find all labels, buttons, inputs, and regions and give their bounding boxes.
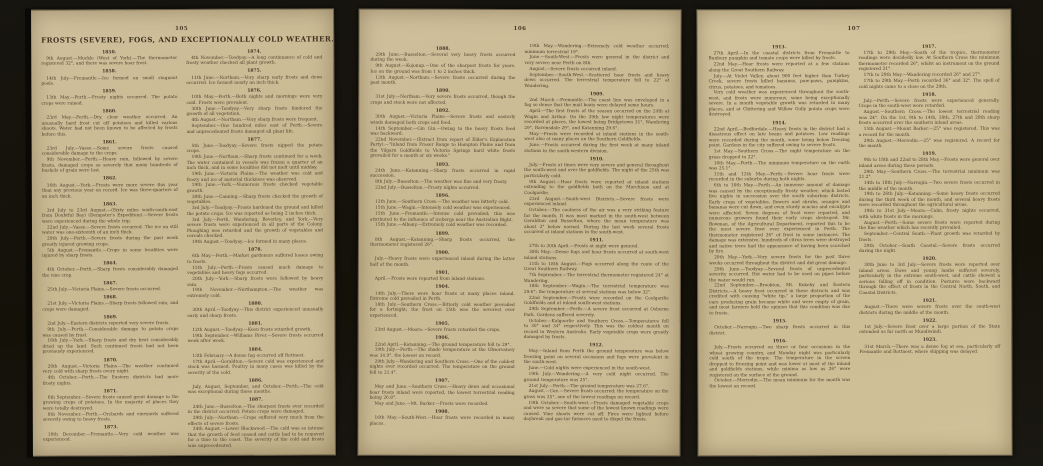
record-entry: 15th June.—Albany.—Extremely cold weather was recorded. <box>375 223 508 229</box>
year-heading: 1867. <box>103 281 118 287</box>
record-entry: 9th August.—Hoar frosts were reported at inland stations extending to the goldfields both on the Murchison and at Coolgardie. <box>524 179 670 196</box>
record-entry: 14th July.—There were hoar frosts at many places inland. Extreme cold prevailed in Perth. <box>369 291 515 302</box>
record-entry: 21st July.—Victoria Plains.—Sharp frosts followed rain, and crops were damaged. <box>42 301 179 313</box>
year-heading: 1904. <box>435 285 450 291</box>
record-entry: May and June.—Mt. Barker.—Frosts were recorded. <box>374 401 489 407</box>
page-columns <box>41 46 324 450</box>
year-heading: 1914. <box>772 120 787 126</box>
text-column-left <box>369 44 515 428</box>
year-heading: 1858. <box>102 69 117 75</box>
record-entry: 22nd September.—Brookton, Mt. Kokeby and Eastern Districts.—A heavy frost occurred in these districts and was credited with causing "white tip," a large proportion of the ears producing grain became white and were empty of grain, and most farmers held the opinion that this condition was due to frosts. <box>709 283 851 317</box>
year-heading: 1910. <box>589 156 604 162</box>
record-entry: 24th June.—Busselton.—The sharpest frosts ever recorded in the district occurred. Potato crops were damaged. <box>187 404 324 416</box>
record-entry: 30th June.—Toodyay.—Very sharp frosts hindered the growth of all vegetation. <box>186 106 323 118</box>
year-heading: 1886. <box>248 378 263 384</box>
record-entry: 19th August.—Toodyay.—Ice formed in many places. <box>192 239 308 245</box>
record-entry: 19th May.—Wandering.—Extremely cold weather occurred; minimum terrestrial 19°. <box>524 44 670 55</box>
record-entry: May.—Frosts were recorded at inland stations in the south-west also at many places on the Southern Goldfields. <box>524 131 670 143</box>
year-heading: 1922. <box>922 318 937 324</box>
year-heading: 1916. <box>772 339 787 345</box>
year-heading: 1850. <box>102 49 117 55</box>
record-entry: 15th August.—Mount Barker.—25° was registered. This was a record for the month. <box>858 126 1000 138</box>
record-entry: July.—Perth.—Severe frosts were experienced generally. Crops in the south-west were retarded. <box>858 98 1000 110</box>
year-heading: 1890. <box>435 88 450 94</box>
year-heading: 1919. <box>922 151 937 157</box>
record-entry: 29th July.—Perth.—Severe frosts during the past week greatly injured growing crops. <box>42 236 179 248</box>
record-entry: 6th May.—Perth.—Market gardeners suffered losses owing to frosts. <box>187 253 324 265</box>
record-entry: September.—South-West.—Scattered hoar frosts and heavy dews occurred. The terrestrial temperature fell to 22° at Wandering. <box>524 72 670 89</box>
record-entry: 29th July.—Northam.—Crops suffered very much from the effects of severe frosts. <box>187 415 324 427</box>
year-heading: 1893. <box>435 162 450 168</box>
year-heading: 1901. <box>435 270 450 276</box>
record-entry: 25th July.—Victoria Plains.—Severe frosts occurred. <box>47 287 162 293</box>
record-entry: 13th May.—Perth.—Frosty nights occurred. The potato crops were ruined. <box>41 95 178 107</box>
record-entry: 15th June.—Fremantle.—Intense cold prevailed; this was attributed to the influence of icebergs near the Australian Bight. <box>370 211 516 223</box>
record-entry: 11th June.—Northam.—Very sharp early frosts and dews occurred. Ice formed nearly an inch thick. <box>186 74 323 87</box>
year-heading: 1874. <box>247 49 262 55</box>
year-heading: 1877. <box>247 137 262 143</box>
record-entry: 1st May.—Southern Cross.—The night temperature on the grass dropped to 22°. <box>708 149 850 161</box>
text-column-left <box>41 47 179 450</box>
record-entry: October.—The coolness of the air was a very striking feature for the month. It was most marked in the south-west between Geraldton and Busselton, where the mean temperature was about 2° below normal. During the last week several frosts occurred at inland stations in the south-west. <box>523 208 670 236</box>
record-entry: April.—Frosts were reported from inland stations. <box>374 276 486 283</box>
record-entry: 31st July.—Northam.—Very severe frosts occurred, though the crops and stock were not affected. <box>370 94 516 106</box>
record-entry: Very cold weather was experienced throughout the south-west, and frosts were numerous, some being exceptionally severe. In a month vegetable growth was retarded in many places, and at Chittering and Willow Gully potato crops were destroyed. <box>708 90 850 118</box>
record-entry: June.—South-West.—Frosts were general in the district and very severe near Perth on 8th. <box>524 55 670 67</box>
record-entry: 9th to 18th and 22nd to 28th May.—Frosts were general over inland areas during these periods. <box>858 157 1000 169</box>
year-heading: 1861. <box>102 140 117 146</box>
record-entry: 30th June.—Canning.—Sharp frosts checked the growth of vegetables. <box>186 194 323 206</box>
record-entry: 19th July.—Perth.—The shade temperature at the Observatory was 34.9°, the lowest on record. <box>369 348 515 359</box>
record-entry: 29th May.—Southern Cross.—The terrestrial minimum was 21.2°. <box>858 169 1000 181</box>
record-entry: 16th July.—York.—Sharp frosts and dry heat considerably dried up the land. Such continued frosts had not been previously experienced. <box>42 338 179 356</box>
record-entry: 2nd March.—Fremantle.—The coast line was enveloped in a fog so dense that the mail boats were delayed some hours. <box>524 97 670 109</box>
text-column-right <box>186 46 324 449</box>
record-entry: 9th August.—Kojonup.—One of the sharpest frosts for years. Ice on the ground was from 1 to 2 inches thick. <box>370 63 516 75</box>
record-entry: 4th August.—Northam.—Very sharp frosts were frequent. <box>191 117 319 124</box>
record-entry: 12th August.—Toodyay.—Keen frosts retarded growth. <box>192 327 312 334</box>
record-entry: 30th August.—Victoria Plains.—Severe frosts and easterly winds damaged both crops and feed. <box>370 114 516 126</box>
record-entry: 7th September.—The terrestrial thermometer registered 24° at Wandering. <box>523 273 669 284</box>
record-entry: 4th November.—Toodyay.—A long continuance of cold and frosty weather checked all plant growth. <box>186 55 323 67</box>
record-entry: 3rd July to 23rd August.—(Sixty miles south-south-east from Doubtful Bay) (Dempster's Expedition).—Severe frosts were experienced during the whole trip. <box>41 207 178 225</box>
year-heading: 1868. <box>103 295 118 301</box>
record-entry: June.—Frosts occurred during the first week at many inland stations in the south-western division. <box>524 143 670 154</box>
record-entry: 8th August.—Katanning.—Sharp frosts occurred, the thermometer registered 26°. <box>369 237 515 248</box>
year-heading: 1906. <box>435 336 450 342</box>
record-entry: 2nd July.—Eastern districts reported very severe frosts. <box>47 321 170 327</box>
record-entry: 23rd May.—Perth.—Dry, clear weather occurred. An unusually hard frost cut off potatoes and killed various shoots. Water had not been known to be affected by frosts before this. <box>41 115 178 138</box>
year-heading: 1884. <box>248 347 263 353</box>
record-entry: 18th September.—Wagin.—The terrestrial temperature was 29.6°; the temperature at several stations was below 32°. <box>523 284 669 296</box>
record-entry: August.—There were severe frosts over the south-west districts during the middle of the month. <box>859 304 1001 316</box>
record-entry: 10th May.—Perth.—The minimum temperature on the earth was 25.1°. <box>708 160 850 172</box>
year-heading: 1923. <box>922 338 937 344</box>
record-entry: 19th June.—Northam.—Sharp frosts continued for a week. The water contained in vessels was frozen a quarter of an inch thick, and in some localities did not melt until midday. <box>186 154 323 172</box>
year-heading: 1899. <box>435 231 450 237</box>
record-entry: 19th September.—Williams River.—Severe frosts occurred week after week. <box>187 333 324 345</box>
year-heading: 1918. <box>922 92 937 98</box>
record-entry: 19th October.—South-west.—Frosts damaged vegetable crops and were so severe that some of the lowest known readings were caused. Vine shoots were cut off. Fires were lighted before daybreak and gas-tar furnaces used to dispel the frosts. <box>523 400 669 423</box>
record-entry: 13th August.—Northam.—Severe frosts occurred during the past month. <box>370 75 516 86</box>
page-columns <box>369 44 669 428</box>
record-entry: 17th April.—Geraldton.—Severe cold was experienced and stock was harmed. Poultry in many cases was killed by the severity of the cold. <box>187 358 324 376</box>
record-entry: 23rd July.—Vasse.—Some severe frosts caused considerable damage to the crops. <box>41 145 178 158</box>
record-entry: 21st July.—Perth.—The ground temperature was 27.6°. <box>528 383 650 389</box>
year-heading: 1873. <box>103 425 118 431</box>
page-number: 106 <box>513 25 527 33</box>
record-entry: October.—Kalgoorlie and Southern Cross.—Temperatures fell to 30° and 34° respectively. This was the coldest month on record in Western Australia. Early vegetable crops were greatly damaged by frosts. <box>523 318 669 341</box>
year-heading: 1875. <box>247 69 262 75</box>
record-entry: 11th to 18th August.—Fogs occurred along the route of the Great Southern Railway. <box>523 261 669 273</box>
record-entry: 16th May.—South-West.—Hoar frosts were recorded in many places. <box>369 415 515 427</box>
year-heading: 1863. <box>102 201 117 208</box>
record-entry: July.—Frosts at times were very severe and general throughout the south-west and over the goldfields. The night of the 25th was particularly cold. <box>524 162 670 180</box>
record-entry: 15th July.—Perth.—Frosts caused much damage to vegetables and heavy fogs occurred. <box>187 265 324 277</box>
record-entry: August.—Southern Cross.—The lowest terrestrial reading was 24°. On the 1st, 9th to 14th, 18th, 27th and 28th sharp frosts occurred over the southern inland areas. <box>858 109 1000 127</box>
record-entry: October.—Narrogin.—Two sharp frosts occurred in this district. <box>709 325 851 337</box>
record-entry: 19th November.—Northampton.—The weather was extremely cold. <box>187 287 324 299</box>
text-column-right <box>859 42 1001 390</box>
record-entry: 27th April.—In the coastal districts from Fremantle to Bunbury pumpkin and tomato crops were killed by frosts. <box>708 50 850 62</box>
year-heading: 1908. <box>434 409 450 415</box>
record-entry: 22nd July.—Vasse.—Severe frosts occurred. The ice on still water was one-sixteenth of an inch thick. <box>41 224 178 236</box>
record-entry: 19th to 31st July.—Moora.—Calm, frosty nights occurred, with white frosts in the mornings. <box>858 208 1000 220</box>
record-entry: 29th June.—Busselton.—Several very heavy frosts occurred during the week. <box>370 52 516 63</box>
record-entry: 19th June.—Victoria Plains.—The weather was cold and frosty and ice of material thickness was observed. <box>186 171 323 183</box>
record-entry: 13th February.—A dense fog occurred off Rottnest. <box>192 353 305 359</box>
year-heading: 1860. <box>102 109 117 115</box>
record-entry: 9th November.—Perth.—Heavy rain, followed by severe frosts, damaged crops so severely that many hundreds of bushels of grain were lost. <box>41 157 178 174</box>
record-entry: August.—Perth.—Some severe frosts were reported during the fine weather which has recently prevailed. <box>858 220 1000 232</box>
year-heading: 1907. <box>435 378 450 384</box>
record-entry: 17th to 29th May.—Perth recorded 36° and 32°. The spell of cold nights came to a close on the 29th. <box>858 78 1000 90</box>
record-entry: July.—Frosts occurred on three or four occasions in the wheat growing country, and Monday night was particularly cold south of the tropic. The temperature in the screen dropped to freezing point and was lower at most of the inland and goldfields stations, while minima as low as 26° were registered on the surface of the ground. <box>709 345 851 378</box>
record-entry: 8th November.—Perth.—Orchards and vineyards suffered severely owing to heavy frosts. <box>42 411 179 423</box>
record-entry: 1st July.—Severe frost over a large portion of the State extended as far north as Mundiwindi. <box>859 324 1001 336</box>
record-entry: 19th June.—York.—Numerous frosts checked vegetable growth. <box>186 182 323 194</box>
record-entry: 29th June.—Toodyay.—Several frosts of unprecedented severity occurred. Hot water had to be used on pipes before the water would run. <box>709 266 851 283</box>
page-columns <box>709 42 1001 391</box>
book-page-105 <box>29 8 336 456</box>
record-entry: September.—Central South.—Plant growth was retarded by frosts. <box>859 231 1001 243</box>
record-entry: 22nd September.—Frosts were recorded on the Coolgardie Goldfields and at inland south-west stations. <box>523 295 669 307</box>
year-heading: 1920. <box>922 256 937 262</box>
year-heading: 1911. <box>589 238 604 244</box>
record-entry: July, August, September, and October.—Perth.—The cold was exceptional during these months. <box>187 384 324 396</box>
record-entry: 10th May.—Perth.—Both nights and mornings were very cold. Frosts were prevalent. <box>186 94 323 106</box>
record-entry: 14th to 18th July.—Narrogin.—Two severe frosts occurred in the middle of the month. <box>858 180 1000 192</box>
record-entry: 29th September.—Perth.—A severe frost occurred at Osborne Park. Gardens suffered severely. <box>523 307 669 318</box>
record-entry: 20th July.—York.—Sharp frosts were followed by heavy rain. <box>187 276 324 288</box>
page-title: FROSTS (SEVERE), FOGS, AND EXCEPTIONALLY COLD WEATHER. <box>41 34 335 45</box>
year-heading: 1878. <box>248 247 263 253</box>
year-heading: 1862. <box>102 176 117 182</box>
record-entry: 20th May.—York.—Very severe frosts for the past three weeks occurred throughout the district and did great damage. <box>709 255 851 267</box>
year-heading: 1905. <box>435 321 450 327</box>
record-entry: 19th July.—Wandering.—A very cold night occurred. The ground temperature was 25°. <box>523 372 669 383</box>
record-entry: 18th July.—Southern Cross.—Bitterly cold weather prevailed for a fortnight; the frost on 15th was the severest ever experienced. <box>369 302 515 319</box>
record-entry: October.—Merredin.—The mean minimum for the month was the lowest on record. <box>709 378 851 390</box>
record-entry: 4th October.—Perth.—Sharp frosts considerably damaged the vine crop. <box>42 267 179 279</box>
record-entry: 3rd July.—Perth, Wandering, Beverley, and York.—Very severe frosts were experienced in all parts of the Colony. Ploughing was retarded and the growth of vegetables and cereals checked. <box>186 217 324 240</box>
record-entry: August.—Cue.—Severe frosts occurred; the temperature on the grass was 25°, one of the lowest readings on record. <box>523 389 669 401</box>
record-entry: 9th July.—Perth.—Considerable damage to potato crops was caused by frost. <box>42 327 179 339</box>
record-entry: 23rd August.—South-west Districts.—Severe frosts were experienced inland. <box>524 196 670 208</box>
record-entry: 3rd July.—Toodyay.—Frosts hardened the ground and killed the potato crops. Ice was reported as being 2 inches thick. <box>186 205 323 217</box>
record-entry: May and June.—Southern Cross.—Heavy dews and occasional hoar frosts inland were reported, the lowest terrestrial reading being 26.8°. <box>369 384 515 401</box>
record-entry: 16th August.—York.—Frosts were more severe this year than any previous year on record. Ice was three-quarters of an inch thick. <box>41 182 178 200</box>
record-entry: 24th August.—Lower Blackwood.—The cold was so intense that the growth of feed ceased and cattle had to be removed for a time to the coast. The severity of the cold and frosts was unprecedented. <box>187 426 324 449</box>
year-heading: 1900. <box>435 251 450 257</box>
record-entry: July.—Heavy frosts were experienced inland during the latter half of the month. <box>369 257 515 268</box>
year-heading: 1912. <box>589 343 604 349</box>
year-heading: 1876. <box>247 88 262 94</box>
record-entry: 19th to 26th July.—Katanning.—Some heavy frosts occurred during the third week of the month, and several heavy frosts were recorded throughout the agricultural areas. <box>858 192 1000 209</box>
year-heading: 1913. <box>771 44 787 50</box>
record-entry: June.—Cold nights were experienced in the south-west. <box>528 366 651 372</box>
record-entry: 11th and 12th May.—Perth.—Severe hoar frosts were recorded in the suburbs during both nights. <box>708 171 850 183</box>
year-heading: 1896. <box>435 193 450 199</box>
record-entry: September.—One hundred miles east of Perth.—Severe and unprecedented frosts damaged all plant life. <box>186 123 323 135</box>
record-entry: 9th August.—Muckle (West of York).—The thermometer registered 32°, and there was severe hoar frost. <box>41 55 178 67</box>
record-entry: 22nd May.—Hoar frosts were reported at a few stations along the Great Southern Railway. <box>708 62 850 74</box>
record-entry: 5th August.—Fremantle.—Crops in some localities were injured by sharp frosts. <box>42 247 179 259</box>
record-entry: 31st March.—There was a dense fog at sea, particularly off Fremantle and Rottnest, where shipping was delayed. <box>859 344 1001 356</box>
record-entry: 14th September.—Gin Gin.—Owing to the heavy frosts feed was backward. <box>370 126 516 137</box>
record-entry: 8th July.—Busselton.—The weather was fine and very frosty. <box>375 179 508 186</box>
record-entry: 22nd July.—Busselton.—Frosty nights occurred. <box>375 185 480 191</box>
record-entry: 30th June to 3rd July.—Severe frosts were reported over inland areas. Ewes and young lambs suffered severely, particularly in the extreme south-west, and cattle showed a serious falling off in condition. Pastures were backward through the effect of frosts in the Central North, South, and Coastal Districts. <box>859 262 1001 296</box>
year-heading: 1859. <box>102 89 117 95</box>
record-entry: 5th June.—Toodyay.—Severe frosts nipped the potato crops. <box>186 143 323 155</box>
record-entry: 22nd April.—Bedfordale.—Heavy frosts in the district had a disastrous effect on late beans and potatoes. Low readings were recorded during the month, some being below freezing point. Gardens in the city suffered owing to severe frosts. <box>708 126 850 149</box>
year-heading: 1917. <box>921 44 937 50</box>
record-entry: 17th to 29th May.—South of the tropics, thermometer readings were decidedly low. At Southern Cross the minimum thermometer recorded 26°, whilst an instrument on the ground registered 21°. <box>858 50 1000 73</box>
record-entry: July.—At Violet Valley, about 900 feet higher than Turkey Creek, severe frosts killed bananas, paw-paws, pumpkins, citrus, potatoes, and tomatoes. <box>708 73 850 90</box>
text-column-left <box>709 42 851 390</box>
record-entry: 14th July.—Fremantle.—Ice formed on small stagnant pools. <box>41 75 178 87</box>
year-heading: 1909. <box>589 91 604 97</box>
record-entry: 20th August.—Victoria Plains.—The weather continued very cold with sharp frosts every night. <box>42 363 179 375</box>
year-heading: 1870. <box>103 357 118 363</box>
record-entry: 10th December.—Fremantle.—Very cold weather was experienced. <box>42 431 179 443</box>
year-heading: 1880. <box>248 301 263 307</box>
year-heading: 1881. <box>248 321 263 327</box>
record-entry: 29th October.—South Coastal.—Severe frosts occurred during the night. <box>859 243 1001 255</box>
record-entry: 22nd November.—(Extract from report of Elder's Exploration Party).—"Inland from Fraser Range to Hampton Plains and from the Yilgarn Goldfields to Victoria Springs hard white frosts prevailed for a month or six weeks." <box>370 137 516 160</box>
year-heading: 1864. <box>103 261 118 267</box>
record-entry: 15th June.—Wagin.—Intensely cold weather was experienced. <box>375 205 512 212</box>
record-entry: 29th July.—Wandering and Southern Cross.—One of the coldest nights ever recorded occurred. The temperature on the ground fell to 21.4°. <box>369 359 515 376</box>
record-entry: 24th June.—Katanning.—Sharp frosts occurred in rapid succession. <box>370 168 516 179</box>
text-column-right <box>523 44 669 428</box>
record-entry: August.—Severe frosts occurred inland. <box>529 66 618 73</box>
book-page-107 <box>696 9 1012 457</box>
year-heading: 1869. <box>103 315 118 321</box>
year-heading: 1871. <box>103 388 118 395</box>
record-entry: 22nd April.—Katanning.—The ground temperature fell to 29°. <box>374 342 511 348</box>
year-heading: 1915. <box>772 319 787 325</box>
record-entry: 27th to 30th April.—Frosts at night were general. <box>528 244 639 250</box>
record-entry: 12th June.—Southern Cross.—The weather was bitterly cold. <box>375 199 510 206</box>
record-entry: 30th April.—Toodyay.—This district experienced unusually early and sharp frosts. <box>187 307 324 319</box>
page-number: 107 <box>847 25 861 33</box>
year-heading: 1921. <box>922 298 937 304</box>
record-entry: 17th to 29th May.—Wandering recorded 26° and 27°. <box>863 72 982 79</box>
year-heading: 1887. <box>248 398 263 404</box>
page-number: 105 <box>175 25 189 33</box>
record-entry: 6th September.—Severe frosts caused great damage to the growing crops of potatoes. In the majority of places they were totally destroyed. <box>42 394 179 412</box>
record-entry: 4th October.—Perth.—The Eastern districts had more frosty nights. <box>42 375 179 387</box>
record-entry: April.—The first frosts of the season occurred on the 24th at Wagin and Arthur. On the 29th low night temperatures were recorded at places, the lowest being Bridgetown 31°, Wandering 29°, Ravensdale 29°, and Katanning 29.6°. <box>524 109 670 132</box>
year-heading: 1888. <box>435 46 451 52</box>
year-heading: 1892. <box>435 108 450 114</box>
record-entry: 23rd August.—Moora.—Severe frosts retarded the crops. <box>374 327 501 334</box>
book-page-106 <box>357 9 681 457</box>
record-entry: 29th August.—Merredin.—25° was registered. A record for the month. <box>858 138 1000 150</box>
record-entry: 6th to 10th May.—Perth.—An immense amount of damage was caused by the exceptionally frosty weather, which lasted five nights in succession over the south suburban districts. Early crops of vegetables, flowers and shrubs, oranges and bananas were cut down, and even sturdy acacias and eucalypts were affected. Seven degrees of frost were reported, and numerous growers found their early crops destroyed. Mr. Bowman, of the Agricultural Department, reported this to be the most severe frost ever experienced in Perth. The thermometer registered 26° of frost in some instances. The damage was extensive, hundreds of citrus trees were destroyed and native trees had the appearance of having been scorched by fire. <box>708 183 851 255</box>
record-entry: 30th May.—Dense fogs and hoar frosts occurred at south-west inland stations. <box>523 250 669 261</box>
record-entry: May.—Inland from Perth the ground temperature was below freezing point on several occasions and fogs were prevalent in the south-west. <box>523 349 669 366</box>
